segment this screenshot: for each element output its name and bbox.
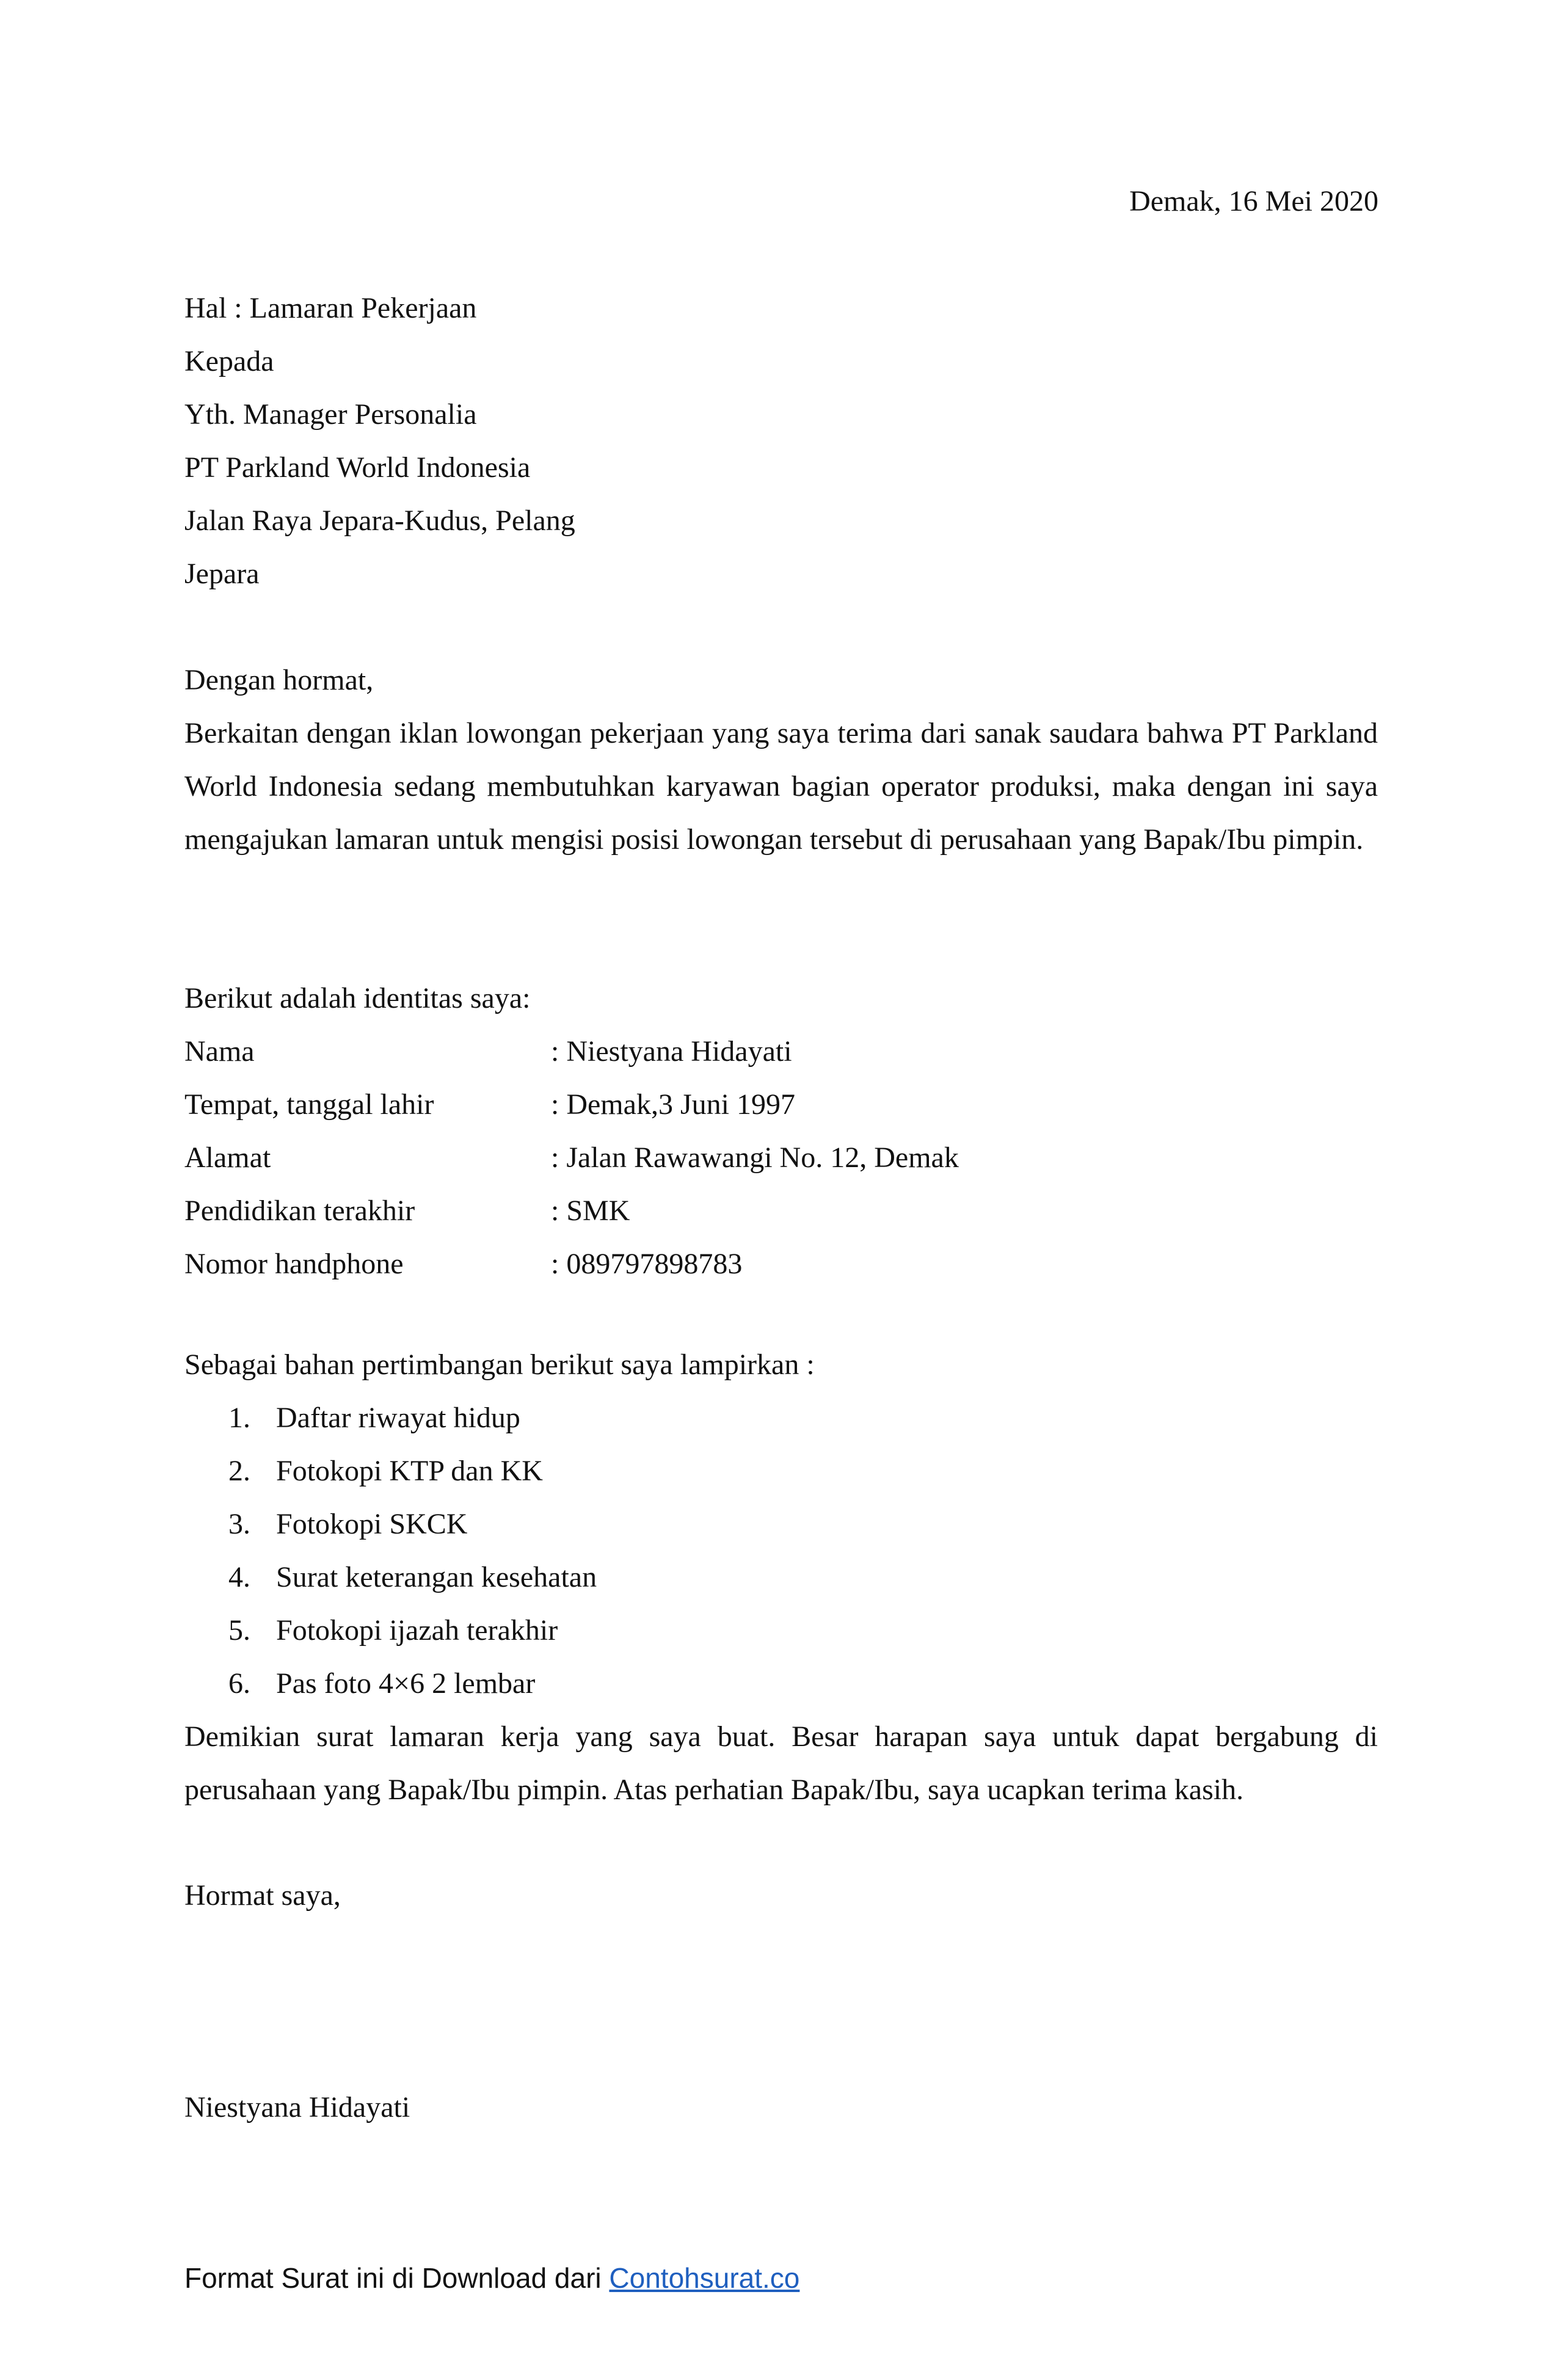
attachment-number: 4.: [228, 1561, 250, 1593]
identity-value: : Niestyana Hidayati: [551, 1035, 792, 1068]
identity-value: : Jalan Rawawangi No. 12, Demak: [551, 1141, 959, 1174]
attachments-intro: Sebagai bahan pertimbangan berikut saya lampirkan :: [184, 1348, 815, 1381]
attachment-text: Surat keterangan kesehatan: [276, 1561, 597, 1593]
attachment-number: 2.: [228, 1455, 250, 1487]
attachment-number: 1.: [228, 1402, 250, 1434]
identity-label: Alamat: [184, 1141, 271, 1174]
footer-text: Format Surat ini di Download dari: [184, 2262, 610, 2294]
footer-link[interactable]: Contohsurat.co: [609, 2262, 800, 2294]
address-line: PT Parkland World Indonesia: [184, 451, 531, 484]
attachment-number: 3.: [228, 1508, 250, 1540]
attachment-number: 6.: [228, 1667, 250, 1700]
attachment-text: Fotokopi KTP dan KK: [276, 1455, 543, 1487]
attachment-text: Pas foto 4×6 2 lembar: [276, 1667, 536, 1700]
identity-label: Tempat, tanggal lahir: [184, 1088, 434, 1121]
attachment-number: 5.: [228, 1614, 250, 1647]
address-line: Yth. Manager Personalia: [184, 398, 477, 431]
sign-off: Hormat saya,: [184, 1879, 341, 1912]
address-line: Kepada: [184, 345, 274, 377]
body-paragraph: Berkaitan dengan iklan lowongan pekerjaan yang saya terima dari sanak saudara bahwa PT Parkland World Indonesia sedang membutuhkan karyawan bagian operator produksi, maka dengan ini saya mengajukan lamaran untuk mengisi posisi lowongan tersebut di perusahaan yang Bapak/Ibu pimpin.: [184, 717, 1378, 856]
greeting: Dengan hormat,: [184, 664, 374, 696]
letter-date: Demak, 16 Mei 2020: [1129, 185, 1378, 217]
letter-subject: Hal : Lamaran Pekerjaan: [184, 292, 477, 324]
identity-label: Nomor handphone: [184, 1248, 404, 1280]
identity-value: : SMK: [551, 1195, 630, 1227]
identity-value: : 089797898783: [551, 1248, 743, 1280]
signatory-name: Niestyana Hidayati: [184, 2091, 410, 2123]
closing-paragraph: Demikian surat lamaran kerja yang saya buat. Besar harapan saya untuk dapat bergabung di perusahaan yang Bapak/Ibu pimpin. Atas perhatian Bapak/Ibu, saya ucapkan terima kasih.: [184, 1720, 1378, 1806]
attachment-text: Daftar riwayat hidup: [276, 1402, 520, 1434]
address-line: Jepara: [184, 558, 260, 590]
attachment-text: Fotokopi ijazah terakhir: [276, 1614, 558, 1647]
identity-label: Pendidikan terakhir: [184, 1195, 415, 1227]
identity-label: Nama: [184, 1035, 255, 1068]
identity-intro: Berikut adalah identitas saya:: [184, 982, 531, 1014]
footer-note: [184, 2260, 799, 2296]
attachment-text: Fotokopi SKCK: [276, 1508, 468, 1540]
address-line: Jalan Raya Jepara-Kudus, Pelang: [184, 504, 575, 537]
identity-value: : Demak,3 Juni 1997: [551, 1088, 795, 1121]
